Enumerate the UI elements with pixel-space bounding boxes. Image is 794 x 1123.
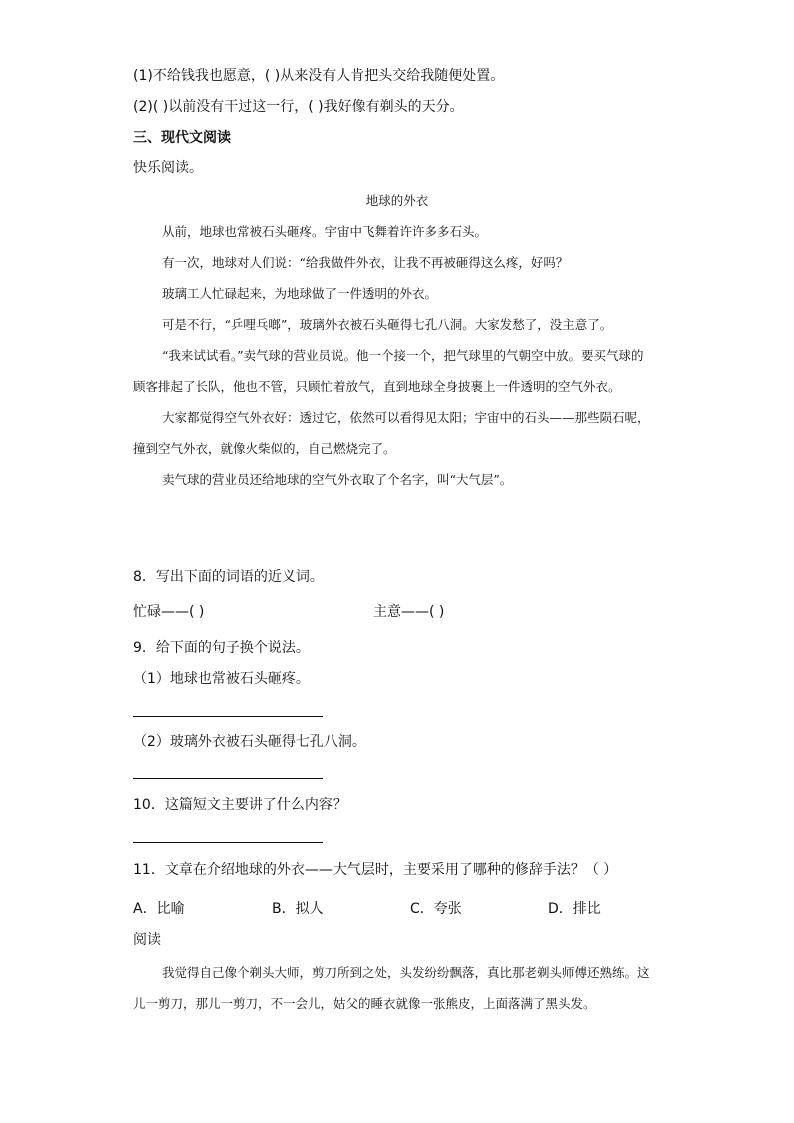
option-b: B．拟人 [272, 901, 324, 917]
story-title: 地球的外衣 [365, 193, 429, 208]
story-paragraph: 卖气球的营业员还给地球的空气外衣取了个名字，叫“大气层”。 [162, 472, 513, 487]
reading-paragraph: 我觉得自己像个剃头大师，剪刀所到之处，头发纷纷飘落，真比那老剃头师傅还熟练。这儿一剪刀，那儿一剪刀，不一会儿，姑父的睡衣就像一张熊皮，上面落满了黑头发。 [133, 965, 650, 1011]
answer-line [133, 716, 323, 717]
story-paragraph: “我来试试看。”卖气球的营业员说。他一个接一个，把气球里的气朝空中放。要买气球的顾客排起了长队，他也不管，只顾忙着放气，直到地球全身披裹上一件透明的空气外衣。 [133, 348, 644, 394]
answer-line [133, 778, 323, 779]
question-9-prompt: 9．给下面的句子换个说法。 [133, 640, 310, 656]
story-paragraph: 从前，地球也常被石头砸疼。宇宙中飞舞着许许多多石头。 [162, 224, 488, 239]
reading-heading: 阅读 [133, 932, 161, 948]
option-d: D．排比 [548, 901, 601, 917]
story-paragraph: 可是不行，“乒哩乓啷”，玻璃外衣被石头砸得七孔八洞。大家发愁了，没主意了。 [162, 317, 613, 332]
story-paragraph: 大家都觉得空气外衣好：透过它，依然可以看得见太阳；宇宙中的石头——那些陨石呢，撞到空气外衣，就像火柴似的，自己燃烧完了。 [133, 410, 650, 456]
question-8-item-2: 主意——( ) [373, 604, 445, 620]
answer-line [133, 842, 323, 843]
reading-excerpt [133, 957, 653, 1019]
story-paragraph: 有一次，地球对人们说：“给我做件外衣，让我不再被砸得这么疼，好吗？ [162, 255, 569, 270]
reading-instruction: 快乐阅读。 [133, 160, 203, 176]
story-paragraph: 玻璃工人忙碌起来，为地球做了一件透明的外衣。 [162, 286, 438, 301]
option-a: A．比喻 [133, 901, 185, 917]
question-8-prompt: 8．写出下面的词语的近义词。 [133, 569, 324, 585]
fill-blank-item-1: (1)不给钱我也愿意，( )从来没有人肯把头交给我随便处置。 [133, 68, 505, 84]
section-heading-reading: 三、现代文阅读 [133, 130, 231, 146]
question-10-prompt: 10．这篇短文主要讲了什么内容？ [133, 797, 347, 813]
fill-blank-item-2: (2)( )以前没有干过这一行，( )我好像有剃头的天分。 [133, 99, 464, 115]
story-body [133, 216, 653, 495]
question-8-item-1: 忙碌——( ) [133, 604, 205, 620]
option-c: C．夸张 [410, 901, 462, 917]
question-9-sentence-1: （1）地球也常被石头砸疼。 [133, 671, 310, 687]
question-11-prompt: 11．文章在介绍地球的外衣——大气层时，主要采用了哪种的修辞手法？（ ） [133, 862, 618, 878]
question-9-sentence-2: （2）玻璃外衣被石头砸得七孔八洞。 [133, 734, 366, 750]
